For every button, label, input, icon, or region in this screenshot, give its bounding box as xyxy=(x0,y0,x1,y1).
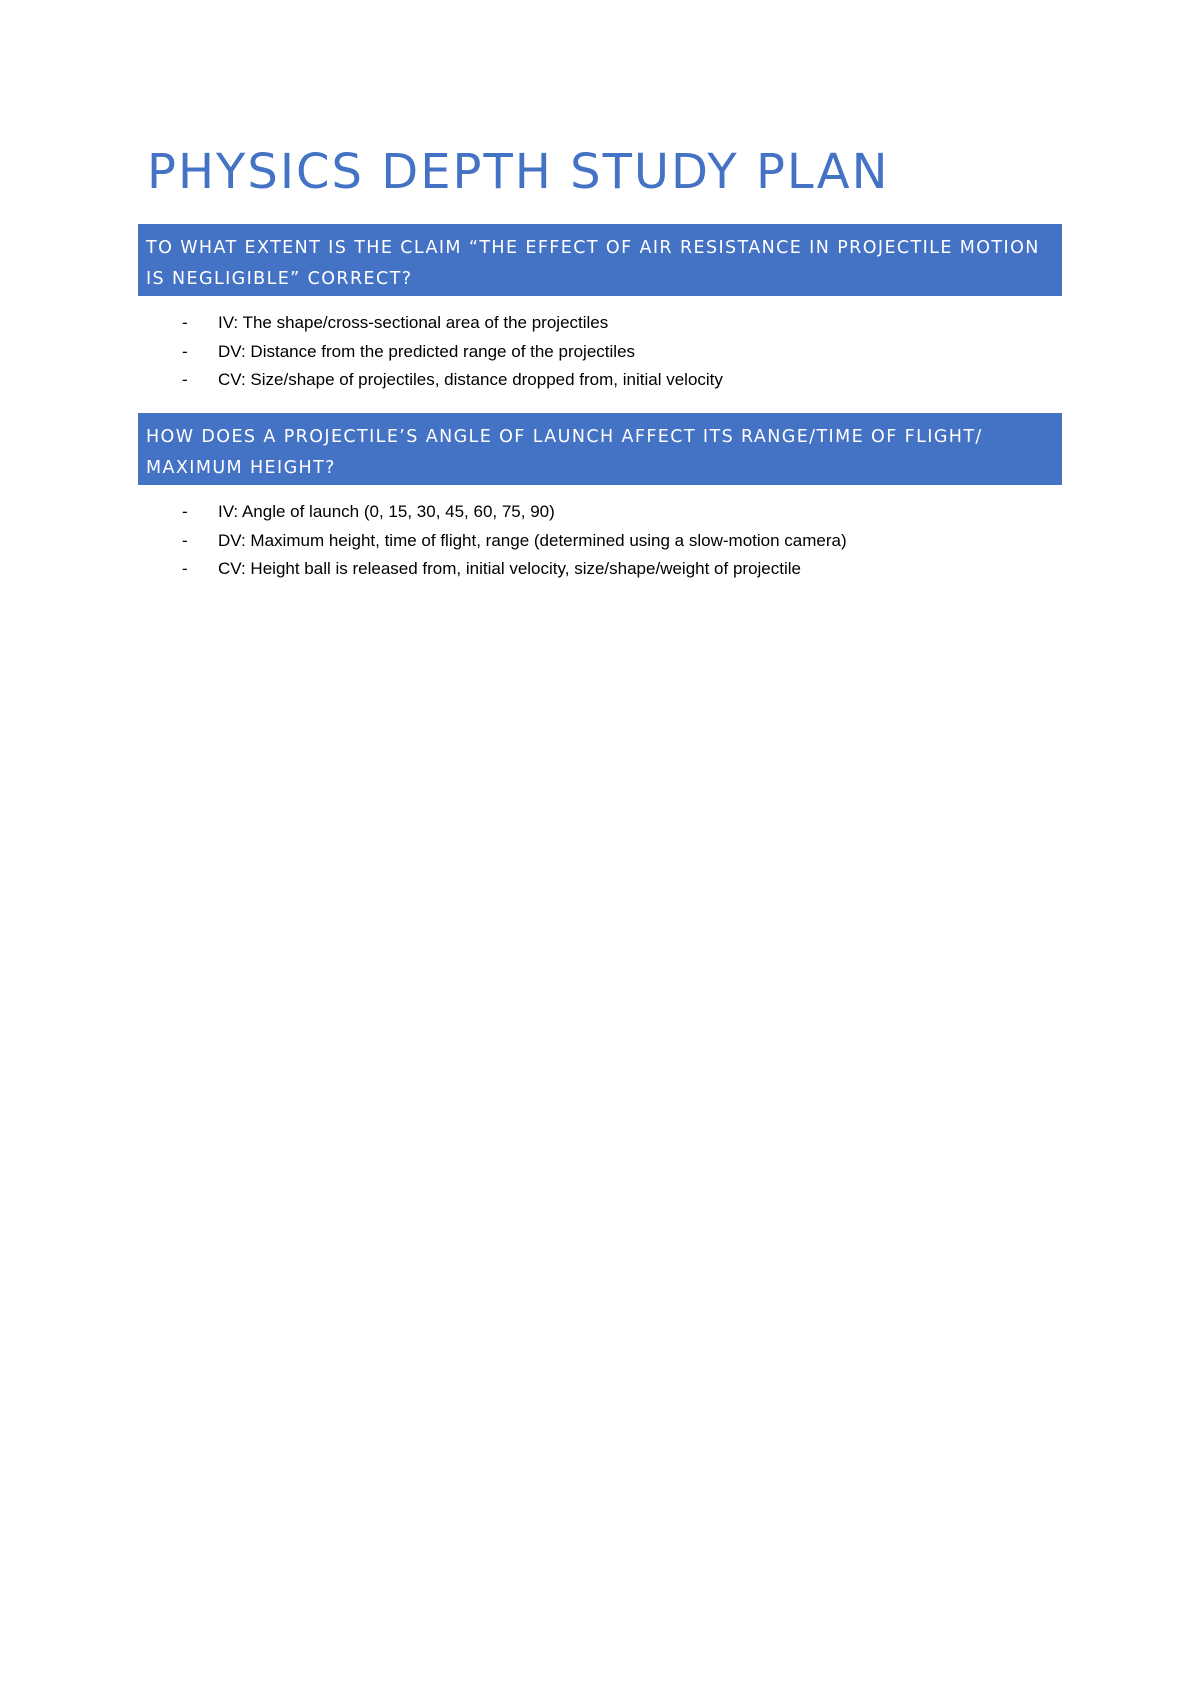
list-item xyxy=(178,555,847,584)
list-item xyxy=(178,309,723,338)
list-item-text: DV: Distance from the predicted range of the projectiles xyxy=(218,341,636,361)
page-title: PHYSICS DEPTH STUDY PLAN xyxy=(147,144,890,200)
list-item-text: CV: Height ball is released from, initial velocity, size/shape/weight of projectile xyxy=(218,559,801,578)
bullet-marker: - xyxy=(182,502,188,521)
list-item-text: DV: Maximum height, time of flight, range (determined using a slow-motion camera) xyxy=(218,530,847,550)
bullet-marker: - xyxy=(182,559,188,578)
bullet-list-launch-angle xyxy=(178,498,847,584)
section-heading-launch-angle: HOW DOES A PROJECTILE’S ANGLE OF LAUNCH AFFECT ITS RANGE/TIME OF FLIGHT/ MAXIMUM HEIGHT? xyxy=(138,413,1062,485)
list-item-text: IV: The shape/cross-sectional area of the projectiles xyxy=(218,313,609,332)
bullet-marker: - xyxy=(182,530,188,550)
bullet-marker: - xyxy=(182,313,188,332)
list-item xyxy=(178,366,723,395)
bullet-list-air-resistance xyxy=(178,309,723,395)
list-item xyxy=(178,338,723,367)
section-heading-air-resistance: TO WHAT EXTENT IS THE CLAIM “THE EFFECT OF AIR RESISTANCE IN PROJECTILE MOTION IS NEGLIGIBLE” CORRECT? xyxy=(138,224,1062,296)
bullet-marker: - xyxy=(182,341,188,361)
list-item-text: CV: Size/shape of projectiles, distance dropped from, initial velocity xyxy=(218,370,723,389)
list-item-text: IV: Angle of launch (0, 15, 30, 45, 60, 75, 90) xyxy=(218,502,555,521)
list-item xyxy=(178,527,847,556)
list-item xyxy=(178,498,847,527)
bullet-marker: - xyxy=(182,370,188,389)
